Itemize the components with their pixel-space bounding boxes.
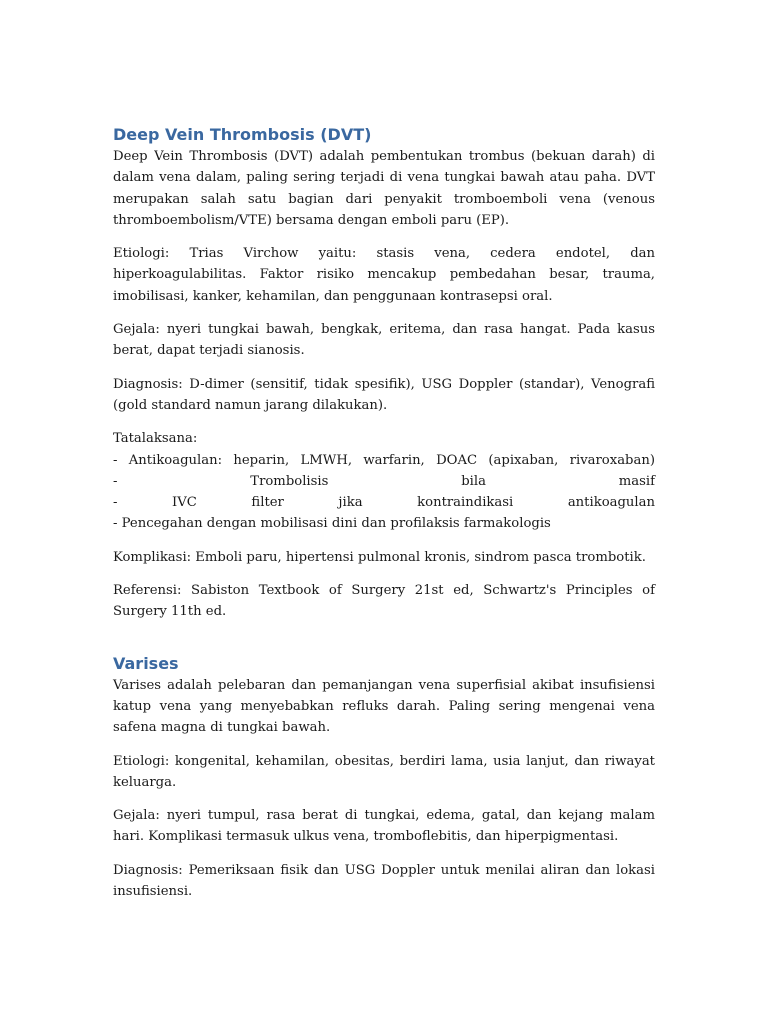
section-heading: Deep Vein Thrombosis (DVT) — [113, 125, 372, 144]
paragraph: Varises adalah pelebaran dan pemanjangan vena superfisial akibat insufisiensi katup vena yang menyebabkan refluks darah. Paling sering mengenai vena safena magna di tungkai bawah. — [113, 677, 655, 736]
list-item: - Pencegahan dengan mobilisasi dini dan profilaksis farmakologis — [113, 516, 551, 532]
list-item: - Trombolisis bila masif — [113, 473, 655, 489]
paragraph: Komplikasi: Emboli paru, hipertensi pulmonal kronis, sindrom pasca trombotik. — [113, 549, 646, 565]
treatment-list — [113, 428, 655, 534]
paragraph: Diagnosis: Pemeriksaan fisik dan USG Doppler untuk menilai aliran dan lokasi insufisiensi. — [113, 862, 655, 900]
paragraph: Gejala: nyeri tumpul, rasa berat di tungkai, edema, gatal, dan kejang malam hari. Komplikasi termasuk ulkus vena, tromboflebitis, dan hiperpigmentasi. — [113, 808, 655, 845]
section-heading: Varises — [113, 653, 179, 673]
list-item: - IVC filter jika kontraindikasi antikoagulan — [113, 495, 655, 511]
paragraph: Deep Vein Thrombosis (DVT) adalah pembentukan trombus (bekuan darah) di dalam vena dalam, paling sering terjadi di vena tungkai bawah atau paha. DVT merupakan salah satu bagian dari penyakit tromboemboli vena (venous thromboembolism/VTE) bersama dengan emboli paru (EP). — [113, 149, 655, 228]
paragraph: Gejala: nyeri tungkai bawah, bengkak, eritema, dan rasa hangat. Pada kasus berat, dapat terjadi sianosis. — [113, 322, 655, 359]
paragraph: Etiologi: kongenital, kehamilan, obesitas, berdiri lama, usia lanjut, dan riwayat keluarga. — [113, 753, 655, 790]
section-dvt — [113, 124, 655, 623]
document-page — [113, 124, 655, 902]
paragraph: Diagnosis: D-dimer (sensitif, tidak spesifik), USG Doppler (standar), Venografi (gold standard namun jarang dilakukan). — [113, 376, 655, 413]
list-item: - Antikoagulan: heparin, LMWH, warfarin, DOAC (apixaban, rivaroxaban) — [113, 452, 655, 468]
list-title: Tatalaksana: — [113, 431, 198, 447]
paragraph: Referensi: Sabiston Textbook of Surgery 21st ed, Schwartz's Principles of Surgery 11th ed. — [113, 583, 655, 620]
section-varises — [113, 653, 655, 903]
paragraph: Etiologi: Trias Virchow yaitu: stasis vena, cedera endotel, dan hiperkoagulabilitas. Faktor risiko mencakup pembedahan besar, trauma, imobilisasi, kanker, kehamilan, dan penggunaan kontrasepsi oral. — [113, 246, 655, 304]
section-spacer — [113, 623, 655, 653]
